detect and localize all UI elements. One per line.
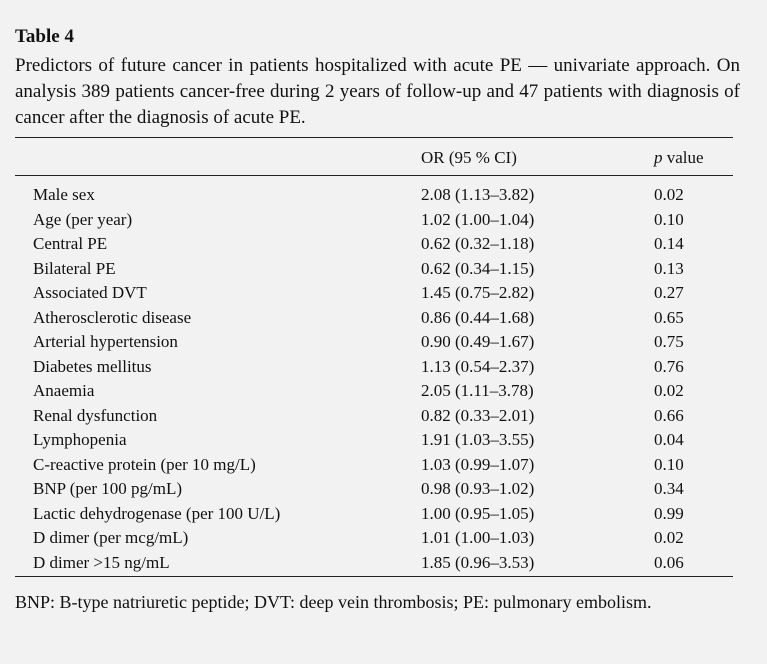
top-rule xyxy=(15,137,733,138)
predictor-cell: Central PE xyxy=(33,234,108,253)
table-row xyxy=(15,379,733,404)
predictor-cell: Diabetes mellitus xyxy=(33,356,152,376)
table-row xyxy=(15,330,733,355)
p-value-cell: 0.02 xyxy=(654,381,684,400)
or-cell: 1.02 (1.00–1.04) xyxy=(421,209,535,229)
table-footnote: BNP: B-type natriuretic peptide; DVT: deep vein thrombosis; PE: pulmonary embolism. xyxy=(15,592,652,612)
column-header-or: OR (95 % CI) xyxy=(421,148,517,167)
or-cell: 1.45 (0.75–2.82) xyxy=(421,283,535,302)
p-value-cell: 0.99 xyxy=(654,503,684,523)
table-row xyxy=(15,526,733,551)
p-value-cell: 0.14 xyxy=(654,234,684,253)
or-cell: 0.90 (0.49–1.67) xyxy=(421,332,535,351)
bottom-rule xyxy=(15,576,733,577)
predictor-cell: D dimer >15 ng/mL xyxy=(33,552,170,572)
or-cell: 2.05 (1.11–3.78) xyxy=(421,381,534,400)
table-row xyxy=(15,428,733,453)
predictor-cell: Lactic dehydrogenase (per 100 U/L) xyxy=(33,503,281,523)
table-row xyxy=(15,232,733,257)
p-value-cell: 0.65 xyxy=(654,307,684,327)
predictor-cell: Male sex xyxy=(33,185,95,204)
table-label: Table 4 xyxy=(15,26,74,47)
p-value-cell: 0.10 xyxy=(654,454,684,474)
predictor-cell: C-reactive protein (per 10 mg/L) xyxy=(33,454,256,474)
or-cell: 0.98 (0.93–1.02) xyxy=(421,479,535,498)
p-value-cell: 0.04 xyxy=(654,430,684,449)
or-cell: 2.08 (1.13–3.82) xyxy=(421,185,535,204)
or-cell: 0.62 (0.32–1.18) xyxy=(421,234,535,253)
or-cell: 1.03 (0.99–1.07) xyxy=(421,454,535,474)
table-row xyxy=(15,453,733,478)
or-cell: 1.91 (1.03–3.55) xyxy=(421,430,535,449)
table-row xyxy=(15,306,733,331)
table-row xyxy=(15,183,733,208)
or-cell: 0.86 (0.44–1.68) xyxy=(421,307,535,327)
p-value-cell: 0.06 xyxy=(654,552,684,572)
p-value-cell: 0.66 xyxy=(654,405,684,425)
predictor-cell: Lymphopenia xyxy=(33,430,127,449)
table-body xyxy=(15,183,733,575)
table-row xyxy=(15,257,733,282)
table-row xyxy=(15,477,733,502)
table-row xyxy=(15,281,733,306)
predictor-cell: Renal dysfunction xyxy=(33,405,158,425)
table-row xyxy=(15,551,733,576)
or-cell: 1.85 (0.96–3.53) xyxy=(421,552,535,572)
p-value-cell: 0.27 xyxy=(654,283,684,302)
predictor-cell: Atherosclerotic disease xyxy=(33,307,192,327)
table-row xyxy=(15,404,733,429)
p-value-cell: 0.10 xyxy=(654,209,684,229)
or-cell: 1.00 (0.95–1.05) xyxy=(421,503,535,523)
p-value-cell: 0.75 xyxy=(654,332,684,351)
column-header-p-italic: p xyxy=(654,148,663,167)
table-row xyxy=(15,355,733,380)
predictor-cell: Age (per year) xyxy=(33,209,133,229)
header-rule xyxy=(15,175,733,176)
table-caption: Predictors of future cancer in patients hospitalized with acute PE — univariate approach. On analysis 389 patients cancer-free during 2 years of follow-up and 47 patients with diagnosis of cancer after the diagnosis of acute PE. xyxy=(15,55,740,128)
p-value-cell: 0.34 xyxy=(654,479,684,498)
or-cell: 0.82 (0.33–2.01) xyxy=(421,405,535,425)
predictor-cell: Anaemia xyxy=(33,381,95,400)
p-value-cell: 0.02 xyxy=(654,185,684,204)
predictor-cell: D dimer (per mcg/mL) xyxy=(33,528,189,547)
p-value-cell: 0.13 xyxy=(654,258,684,278)
predictor-cell: BNP (per 100 pg/mL) xyxy=(33,479,183,498)
predictor-cell: Associated DVT xyxy=(33,283,147,302)
p-value-cell: 0.02 xyxy=(654,528,684,547)
predictor-cell: Bilateral PE xyxy=(33,258,116,278)
or-cell: 1.13 (0.54–2.37) xyxy=(421,356,535,376)
table-row xyxy=(15,208,733,233)
p-value-cell: 0.76 xyxy=(654,356,684,376)
column-header-p-value xyxy=(654,147,704,169)
or-cell: 1.01 (1.00–1.03) xyxy=(421,528,535,547)
table-row xyxy=(15,502,733,527)
column-header-p-rest: value xyxy=(662,148,704,167)
predictor-cell: Arterial hypertension xyxy=(33,332,178,351)
or-cell: 0.62 (0.34–1.15) xyxy=(421,258,535,278)
